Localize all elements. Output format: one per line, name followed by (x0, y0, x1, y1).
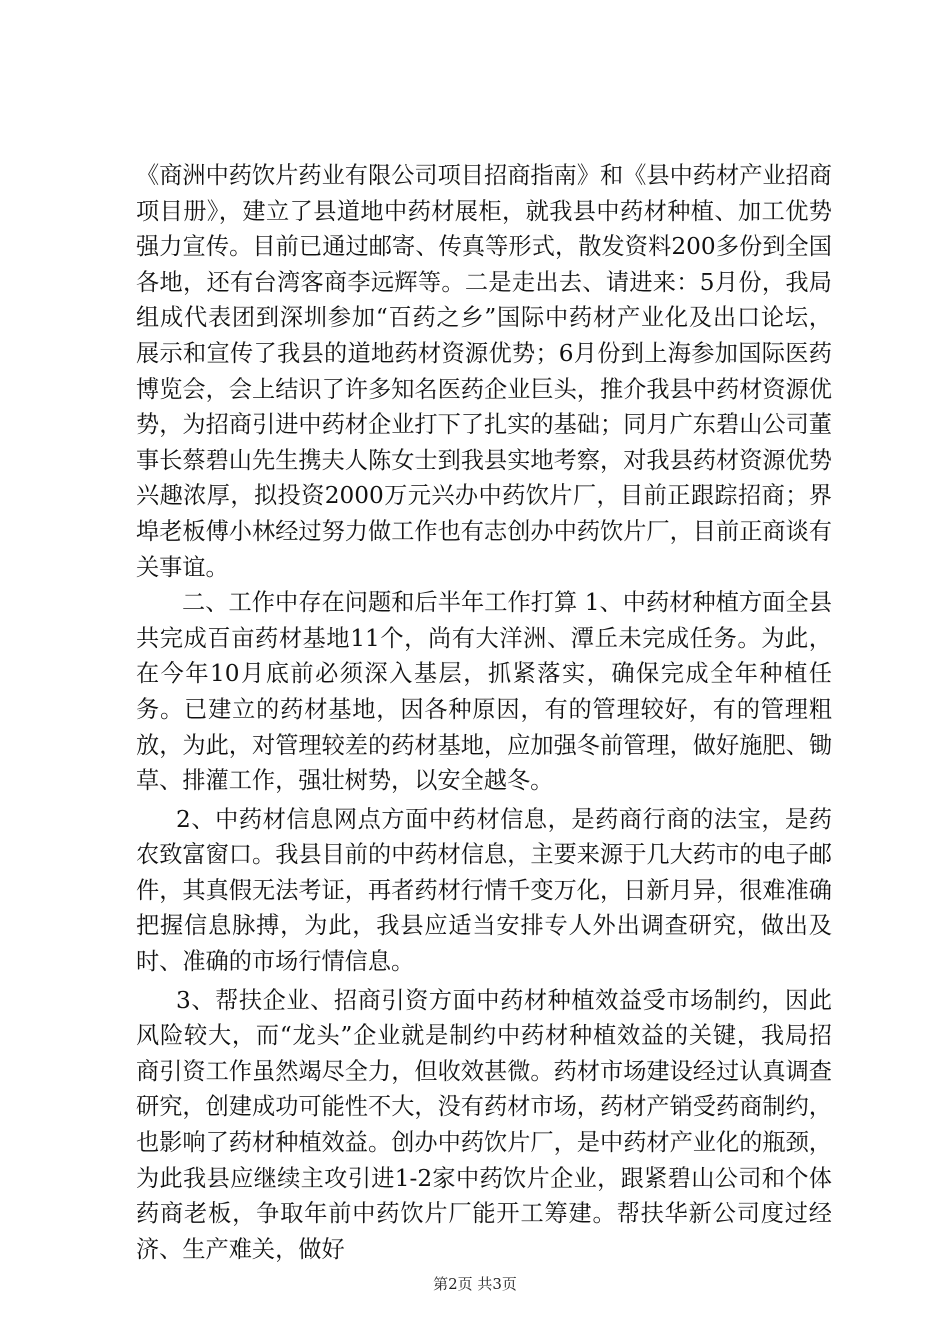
page-footer: 第2页 共3页 (433, 1275, 517, 1293)
paragraph-problems-and-plans: 二、工作中存在问题和后半年工作打算 1、中药材种植方面全县共完成百亩药材基地11个，尚有大洋洲、潭丘未完成任务。为此，在今年10月底前必须深入基层，抓紧落实，确保完成全年种植任务。已建立的药材基地，因各种原因，有的管理较好，有的管理粗放，为此，对管理较差的药材基地，应加强冬前管理，做好施肥、锄草、排灌工作，强壮树势，以安全越冬。 (136, 589, 832, 795)
paragraph-information-network: 2、中药材信息网点方面中药材信息，是药商行商的法宝，是药农致富窗口。我县目前的中药材信息，主要来源于几大药市的电子邮件，其真假无法考证，再者药材行情千变万化，日新月异，很难准确把握信息脉搏，为此，我县应适当安排专人外出调查研究，做出及时、准确的市场行情信息。 (136, 805, 832, 976)
document-body (136, 158, 832, 1267)
paragraph-enterprise-support: 3、帮扶企业、招商引资方面中药材种植效益受市场制约，因此风险较大，而“龙头”企业就是制约中药材种植效益的关键，我局招商引资工作虽然竭尽全力，但收效甚微。药材市场建设经过认真调查研究，创建成功可能性不大，没有药材市场，药材产销受药商制约，也影响了药材种植效益。创办中药饮片厂，是中药材产业化的瓶颈，为此我县应继续主攻引进1-2家中药饮片企业，跟紧碧山公司和个体药商老板，争取年前中药饮片厂能开工筹建。帮扶华新公司度过经济、生产难关，做好 (136, 986, 832, 1263)
paragraph-investment-promotion: 《商洲中药饮片药业有限公司项目招商指南》和《县中药材产业招商项目册》，建立了县道地中药材展柜，就我县中药材种植、加工优势强力宣传。目前已通过邮寄、传真等形式，散发资料200多份到全国各地，还有台湾客商李远辉等。二是走出去、请进来：5月份，我局组成代表团到深圳参加“百药之乡”国际中药材产业化及出口论坛，展示和宣传了我县的道地药材资源优势；6月份到上海参加国际医药博览会，会上结识了许多知名医药企业巨头，推介我县中药材资源优势，为招商引进中药材企业打下了扎实的基础；同月广东碧山公司董事长蔡碧山先生携夫人陈女士到我县实地考察，对我县药材资源优势兴趣浓厚，拟投资2000万元兴办中药饮片厂，目前正跟踪招商；界埠老板傅小林经过努力做工作也有志创办中药饮片厂，目前正商谈有关事谊。 (136, 162, 832, 581)
